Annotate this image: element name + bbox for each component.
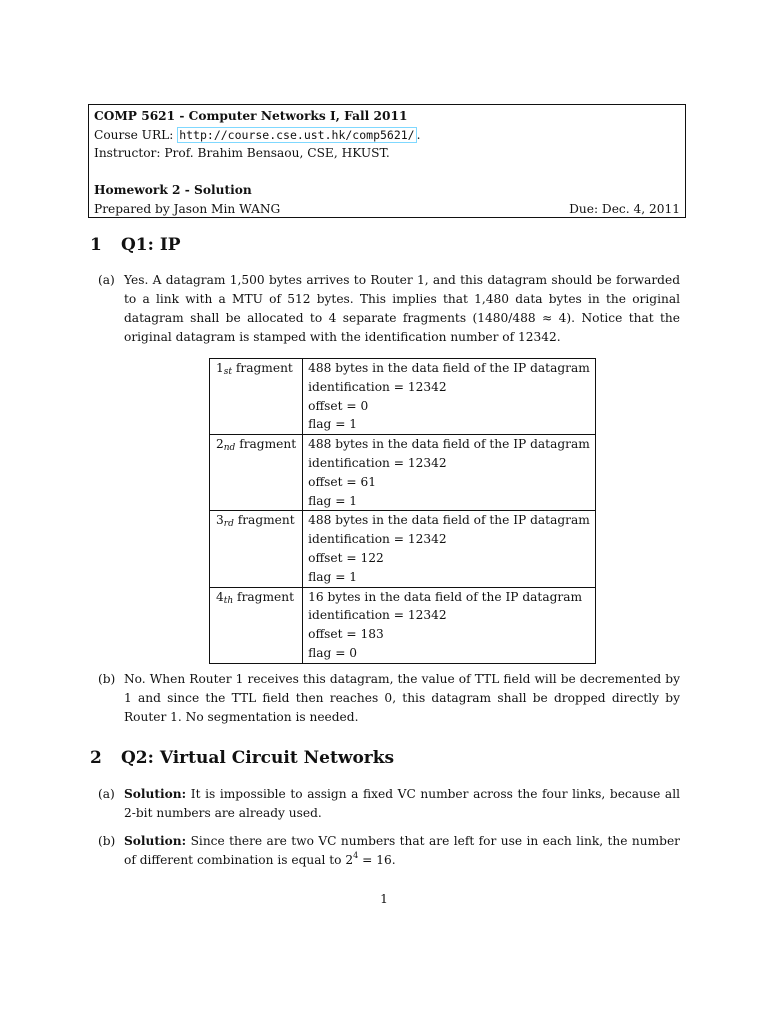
fragment-detail-line: offset = 183 [308,627,384,642]
q2-item-b-body: Since there are two VC numbers that are left for use in each link, the number of different combination is equal to 2 [124,834,680,867]
fragment-label [210,359,303,435]
course-url-label: Course URL: [94,127,178,142]
section-2-number: 2 [90,748,102,768]
fragment-ordinal: 4 [216,589,224,604]
fragment-label [210,435,303,511]
fragment-details [303,511,596,587]
q2-item-a-body: It is impossible to assign a fixed VC number across the four links, because all 2-bit numbers are already used. [124,787,680,820]
fragment-detail-line: offset = 122 [308,550,384,565]
fragment-detail-line: offset = 61 [308,474,376,489]
q2-item-b-label: (b) [98,834,116,848]
header-spacer [94,163,680,182]
fragment-label [210,587,303,663]
fragment-details [303,435,596,511]
fragment-detail-line: flag = 1 [308,493,358,508]
course-url-suffix: . [416,127,421,142]
homework-title: Homework 2 - Solution [94,183,252,198]
q1-item-a [98,271,680,347]
fragment-detail-line: identification = 12342 [308,608,447,623]
fragment-detail-line: 488 bytes in the data field of the IP datagram [308,361,590,375]
fragment-table [209,358,596,664]
fragment-details [303,587,596,663]
fragment-row [210,511,596,587]
fragment-ordinal-suffix: th [223,595,234,606]
fragment-row [210,587,596,663]
author-due-line [94,200,680,219]
q2-item-a-text [124,785,680,823]
q1-item-a-label: (a) [98,273,115,287]
q2-item-b-text [124,832,680,870]
fragment-row [210,359,596,435]
fragment-word: fragment [235,437,297,452]
fragment-ordinal-suffix: rd [223,519,234,530]
fragment-detail-line: flag = 0 [308,645,358,660]
fragment-detail-line: 488 bytes in the data field of the IP datagram [308,437,590,452]
fragment-ordinal-suffix: st [223,367,233,377]
q1-item-b-text: No. When Router 1 receives this datagram, the value of TTL field will be decremented by 1 and since the TTL field then reaches 0, this datagram shall be dropped directly by Router 1. No segmentation is needed. [124,672,680,724]
q2-item-b-tail: = 16. [358,853,396,867]
q2-item-b-exponent: 4 [353,851,359,860]
fragment-detail-line: flag = 1 [308,417,358,432]
course-title: COMP 5621 - Computer Networks I, Fall 2011 [94,109,408,123]
section-2-heading [90,749,394,768]
fragment-word: fragment [233,513,295,528]
section-1-number: 1 [90,235,102,255]
fragment-word: fragment [232,361,293,375]
due-date: Due: Dec. 4, 2011 [569,201,680,216]
instructor-line: Instructor: Prof. Brahim Bensaou, CSE, HKUST. [94,146,390,161]
fragment-detail-line: identification = 12342 [308,532,447,547]
fragment-detail-line: 488 bytes in the data field of the IP datagram [308,513,590,528]
fragment-detail-line: offset = 0 [308,398,369,413]
fragment-detail-line: flag = 1 [308,569,358,584]
course-url-line [94,126,680,145]
fragment-ordinal: 3 [216,513,224,528]
section-1-title: Q1: IP [121,235,181,255]
section-1-heading [90,236,181,255]
q1-item-b [98,670,680,727]
fragment-ordinal-suffix: nd [223,443,236,454]
fragment-label [210,511,303,587]
q1-item-b-label: (b) [98,672,116,686]
course-header-box [88,104,686,218]
q2-item-b [98,832,680,870]
section-2-title: Q2: Virtual Circuit Networks [121,748,395,768]
q2-item-a-lead: Solution: [124,787,187,801]
fragment-word: fragment [233,589,294,604]
q2-item-a [98,785,680,823]
fragment-ordinal: 2 [216,437,224,452]
course-url-link[interactable]: http://course.cse.ust.hk/comp5621/ [179,127,415,142]
fragment-details [303,359,596,435]
page-number: 1 [380,892,388,906]
fragment-detail-line: 16 bytes in the data field of the IP datagram [308,589,583,604]
q2-item-a-label: (a) [98,787,115,801]
q1-item-a-text: Yes. A datagram 1,500 bytes arrives to Router 1, and this datagram should be forwarded to a link with a MTU of 512 bytes. This implies that 1,480 data bytes in the original datagram shall be allocated to 4 separate fragments (1480/488 ≈ 4). Notice that the original datagram is stamped with the identification number of 12342. [124,273,680,344]
fragment-ordinal: 1 [216,361,224,375]
fragment-detail-line: identification = 12342 [308,379,447,394]
fragment-row [210,435,596,511]
q2-item-b-lead: Solution: [124,834,187,848]
fragment-detail-line: identification = 12342 [308,455,447,470]
prepared-by: Prepared by Jason Min WANG [94,201,281,216]
